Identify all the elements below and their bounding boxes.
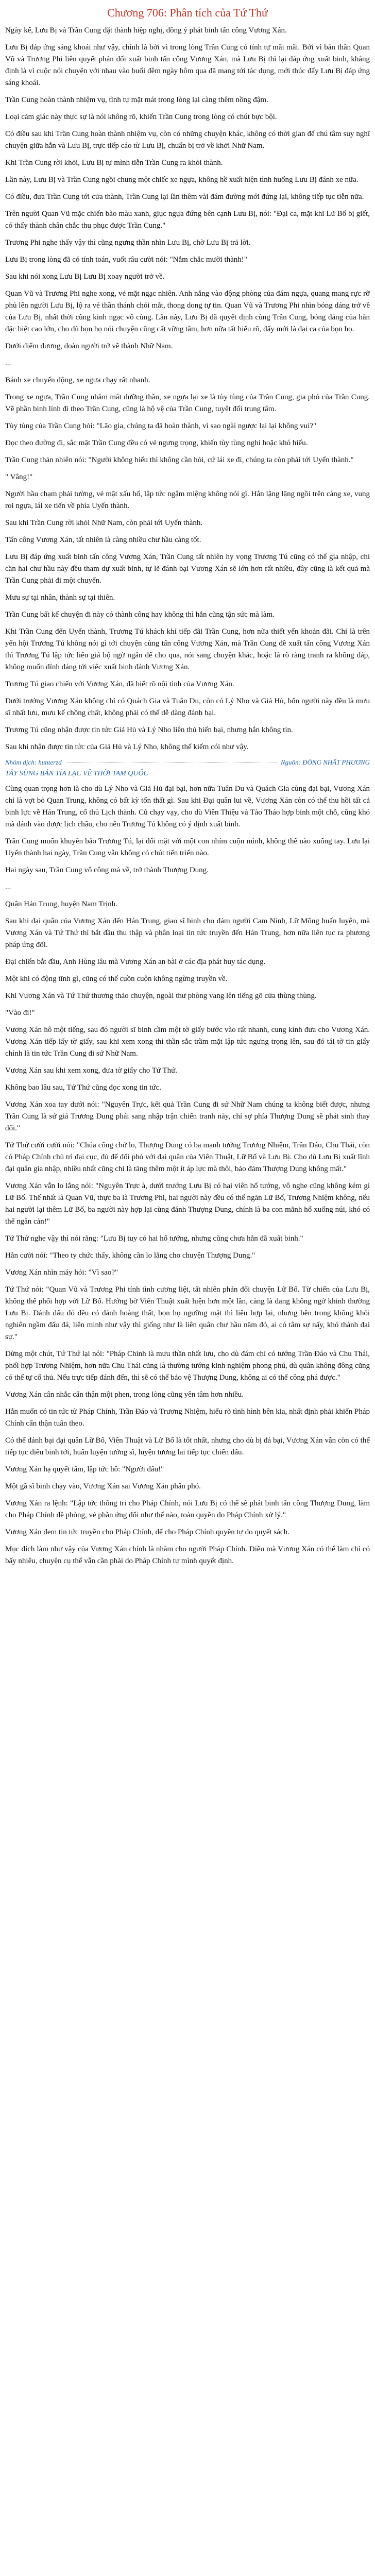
paragraph: Sau khi nói xong Lưu Bị Lưu Bị xoay người trở về. <box>5 273 165 281</box>
paragraph: ... <box>5 359 11 367</box>
paragraph: Một khi có động tĩnh gì, cũng có thể cuồn cuộn không ngừng truyền về. <box>5 975 228 983</box>
paragraph: Dưới điểm đương, đoàn người trở về thành Nhữ Nam. <box>5 342 173 350</box>
paragraph: Vương Xán đem tin tức truyền cho Pháp Chính, để cho Pháp Chính quyền tự do quyết sách. <box>5 1528 289 1536</box>
paragraph: Trần Cung muốn khuyên bảo Trương Tú, lại dối mặt với một con nhím cuộn mình, không thể nào xuống tay. Lưu lại Uyển thành hai ngày, Trần Cung vẫn không có chút tiến triển nào. <box>5 837 370 857</box>
paragraph: Trần Cung bất kể chuyện đi này có thành công hay không thì hắn cũng tận sức mà làm. <box>5 611 275 619</box>
paragraph: Dừng một chút, Tứ Thứ lại nói: "Pháp Chính là mưu thần nhất lưu, cho dù đám chỉ có tướng Trần Đáo và Chu Thái, phối hợp Trương Nhiệm, hơn nữa Chu Thái cũng là thường tướng kinh nghiệm phong phú, dù quân không đông cũng có thể tự cố thủ. Nếu trực tiếp đánh đến, thì sẽ có thể bảo vệ Thượng Dung, không ai có thể công phá được." <box>5 1350 370 1382</box>
paragraph: Lưu Bị trong lòng đã có tính toán, vuốt râu cười nói: "Nắm chắc mười thành!" <box>5 256 247 264</box>
paragraph: Vương Xán vẫn lo lắng nói: "Nguyên Trực à, dưới trướng Lưu Bị có hai viên hổ tướng, vô nghe cũng không kém gì Lữ Bố. Thế nhất là Quan Vũ, thực ba là Trương Phi, hai người này đều có thể ngăn Lữ Bố, Trương Nhiệm không, nếu hai người lại thêm Lữ Bố, ba người này hợp lại cùng đánh Thượng Dung, chính là ba con mãnh hổ xuống núi, khó có thể ngăn cản!" <box>5 1182 370 1226</box>
paragraph: Khi Vương Xán và Tứ Thứ thương thảo chuyện, ngoài thư phòng vang lên tiếng gõ cửa thùng thùng. <box>5 992 317 1000</box>
paragraph: Tứ Thứ nghe vậy thì nói rằng: "Lưu Bị tuy có hai hổ tướng, nhưng cũng chưa hẳn đã xuất binh." <box>5 1234 303 1243</box>
paragraph: Ngày kế, Lưu Bị và Trần Cung đặt thành hiệp nghị, đồng ý phát binh tấn công Vương Xán. <box>5 26 287 35</box>
paragraph: Vương Xán xoa tay dưới nói: "Nguyên Trực, kết quả Trần Cung đi sứ Nhữ Nam chúng ta không biết được, nhưng Trần Cung là sứ giả Trương Dung phái sang nhập trận chiến tranh này, chỉ sợ phía Thượng Dung sẽ phát sinh thay đổi." <box>5 1100 370 1132</box>
paragraph: Trần Cung hoàn thành nhiệm vụ, tình tự mặt mát trong lòng lại càng thêm nồng đậm. <box>5 96 268 104</box>
paragraph: Trần Cung thản nhiên nói: "Người không hiểu thì không cần hỏi, cứ lái xe đi, chúng ta còn phải tới Uyển thành." <box>5 456 354 464</box>
paragraph: Vương Xán cân nhắc cẩn thận một phen, trong lòng cũng yên tâm hơn nhiều. <box>5 1391 244 1399</box>
paragraph: Tấn công Vương Xán, tất nhiên là càng nhiều chư hầu càng tốt. <box>5 536 201 544</box>
chapter-title: Chương 706: Phân tích của Tứ Thứ <box>107 6 268 19</box>
group-label: Nhóm dịch: hunterzd <box>5 758 62 766</box>
paragraph: Trương Phi nghe thấy vậy thì cũng ngưng thần nhìn Lưu Bị, chờ Lưu Bị trả lời. <box>5 239 251 247</box>
paragraph: Mục đích làm như vậy của Vương Xán chính là nhằm cho người Pháp Chính. Điều mà Vương Xán có thể làm chỉ có bấy nhiêu, chuyện cụ thể vẫn cần phải do Pháp Chính tự mình quyết định. <box>5 1545 370 1565</box>
paragraph: Hai ngày sau, Trần Cung vô công mà về, trở thành Thượng Dung. <box>5 866 209 874</box>
paragraph: ... <box>5 883 11 891</box>
paragraph: Tứ Thứ nói: "Quan Vũ và Trương Phi tính tình cương liệt, tất nhiên phản đối chuyện Lữ Bố. Từ chiến của Lưu Bị, không thể phối hợp với Lữ Bố. Hướng bờ Viên Thuật xuất hiện hơn một lần, càng là đang không ngờ khinh thường Lưu Bị. Đánh dấu đó đều có đánh hoàng thất, bọn họ ngưỡng mặt thì liên hợp lại, nhưng bên trong không khỏi nghiên ngầm đấu đá, liên minh như vậy thì giống như là liên quân chư hầu năm đó, ai có tâm sự nấy, khó thành đại sự." <box>5 1285 370 1341</box>
paragraph: Sau khi nhận được tin tức của Giả Hủ và Lý Nho, không thể kiếm cói như vậy. <box>5 743 249 751</box>
paragraph: Vương Xán hô một tiếng, sau đó người sĩ binh cầm một tờ giấy bước vào rất nhanh, cung kính đưa cho Vương Xán. Vương Xán tiếp lấy tờ giấy, sau khi xem xong thì thần sắc trầm mặt lập tức ngưng trọng lên, sau đó tái tờ tin giấy chính là tin tức Trần Cung đi sứ Nhữ Nam. <box>5 1026 370 1058</box>
paragraph: Trên người Quan Vũ mặc chiến bào màu xanh, giục ngựa đứng bên cạnh Lưu Bị, nói: "Đại ca, mặt khi Lữ Bố bị giết, có thấy thành chân chắc thu phục được Trần Cung." <box>5 210 370 230</box>
paragraph: Vương Xán ra lệnh: "Lập tức thông tri cho Pháp Chính, nói Lưu Bị có thể sẽ phát binh tấn công Thượng Dung, làm cho Pháp Chính đề phòng, vẻ phần ứng đối như thế nào, toàn quyền do Pháp Chính xử lý." <box>5 1499 370 1519</box>
paragraph: Không bao lâu sau, Tứ Thứ cũng đọc xong tin tức. <box>5 1083 161 1092</box>
paragraph: Sau khi đại quân của Vương Xán đến Hán Trung, giao sĩ binh cho đám người Cam Ninh, Lữ Mông huấn luyện, mà Vương Xán và Tứ Thứ thì bắt đầu thu thập và phân loại tin tức truyền đến Hán Trung, hơn nữa liên tục ra phương pháp ứng đối. <box>5 917 370 949</box>
paragraph: Người hầu chạm phải tường, vẻ mặt xấu hổ, lập tức ngậm miệng không nói gì. Hắn lặng lặng ngồi trên càng xe, vung roi ngựa, lái xe tiến về phía Uyển thành. <box>5 490 370 510</box>
story-subheading: TÂY SÙNG BẢN TÍA LẠC VỀ THỜI TAM QUỐC <box>5 770 148 777</box>
paragraph: Cùng quan trọng hơn là cho dù Lý Nho và Giả Hủ đại bại, hơn nữa Tuân Du và Quách Gia cùng đại bại, Vương Xán chỉ là vợt bỏ Quan Trung, không có bất kỳ tổn thất gì. Sau khi Đại quân lui về, Vương Xán còn có thể thu hồi tất cả binh lực về Hán Trung, cổ thủ Lịch thành. Cũ chạy vạy, cho dù Viên Thiệu và Tào Tháo hợp binh một chỗ, cũng khó mà đánh vào được lịch châu, cho nên Trương Tú không có ý định xuất binh. <box>5 785 370 828</box>
paragraph: Dưới trướng Vương Xán không chỉ có Quách Gia và Tuân Du, còn có Lý Nho và Giả Hủ, bốn người này đều là mưu sĩ nhất lưu, mưu kế chồng chất, không phải có thể dễ dàng đánh bại. <box>5 697 370 717</box>
paragraph: Hắn cười nói: "Theo ty chức thấy, không cần lo lắng cho chuyện Thượng Dung." <box>5 1251 255 1260</box>
paragraph: Trong xe ngựa, Trần Cung nhắm mắt dưỡng thần, xe ngựa lại xe là tùy tùng của Trần Cung, gia phó của Trần Cung. Về phần binh lính đi theo Trần Cung, cũng là hộ vệ của Trần Cung, tuyệt đối trung tâm. <box>5 393 370 413</box>
paragraph: Có thể đánh bại đại quân Lữ Bố, Viên Thuật và Lữ Bố là tốt nhất, nhưng cho dù bị đả bại, Vương Xán vẫn còn có thể tiếp tục điều binh tới, huấn luyện tướng sĩ, luyện tương lai tiếp tục chiến đấu. <box>5 1436 370 1456</box>
paragraph: Có điều, đưa Trần Cung tới cửa thành, Trần Cung lại lần thêm vài đám đường mới đứng lại, không tiếp tục tiễn nữa. <box>5 193 364 201</box>
paragraph: Một gã sĩ binh chạy vào, Vương Xán sai Vương Xán phân phó. <box>5 1482 201 1490</box>
chapter-body-part-2 <box>5 783 370 1567</box>
paragraph: Vương Xán sau khi xem xong, đưa tờ giấy cho Tứ Thứ. <box>5 1066 178 1075</box>
paragraph: Khi Trần Cung đến Uyển thành, Trương Tú khách khí tiếp đãi Trần Cung, hơn nữa thiết yến khoản đãi. Chỉ là trên yến hội Trương Tú không nói gì tới chuyện cùng tấn công Vương Xán, mà Trần Cung đề xuất tấn công Vương Xán thì Trương Tú lập tức liên giả bộ ngờ ngẫn để cho qua, nói sang chuyện khác, hoặc là rõ ràng tranh ra không đáp, không muốn đính dáng tới việc xuất binh đánh Vương Xán. <box>5 628 370 671</box>
paragraph: Tùy tùng của Trần Cung hỏi: "Lão gia, chúng ta đã hoàn thành, vì sao ngài ngược lại lại không vui?" <box>5 422 317 430</box>
divider <box>66 762 277 763</box>
translator-label: Nguồn: ĐÔNG NHẤT PHƯƠNG <box>280 758 370 766</box>
paragraph: Vương Xán hạ quyết tâm, lập tức hô: "Người đâu!" <box>5 1465 164 1473</box>
paragraph: Đại chiến bắt đầu, Anh Hùng lâu mà Vương Xán an bài ở các địa phát huy tác dụng. <box>5 958 266 966</box>
paragraph: Trương Tú cũng nhận được tin tức Giả Hủ và Lý Nho liên thủ hiến bại, nhưng hắn không tin. <box>5 726 293 734</box>
paragraph: Hắn muốn có tin tức từ Pháp Chính, Trần Đáo và Trương Nhiệm, hiểu rõ tình hình bên kia, nhất định phải khiến Pháp Chính cẩn thận tuân theo. <box>5 1408 370 1428</box>
paragraph: Quận Hán Trung, huyện Nam Trịnh. <box>5 900 117 908</box>
paragraph: "Vào đi!" <box>5 1009 35 1017</box>
paragraph: Có điều sau khi Trần Cung hoàn thành nhiệm vụ, còn có những chuyện khác, không có thời gian để chú tâm suy nghĩ chuyện giữa hắn và Lưu Bị, trực tiếp cáo từ Lưu Bị, chuẩn bị trở về khởi Nhữ Nam. <box>5 130 370 150</box>
paragraph: Đọc theo đường đi, sắc mặt Trần Cung đều có vẻ ngưng trọng, khiến tùy tùng nghi hoặc khó hiểu. <box>5 439 308 447</box>
paragraph: Tứ Thứ cười cười nói: "Chúa công chớ lo, Thượng Dung có ba mạnh tướng Trương Nhiệm, Trần Đáo, Chu Thái, còn có Pháp Chính chủ trì đại cục, đủ để đối phó với đại quân của Viên Thuật, Lữ Bố và Lưu Bị. Cho dù Lưu Bị xuất lĩnh đại quân gia nhập, nhiều nhất cũng chỉ là tăng thêm một ít áp lực mà thôi, bảo đảm Thượng Dung không mất." <box>5 1141 370 1173</box>
paragraph: Lưu Bị đáp ứng xuất binh tấn công Vương Xán, Trần Cung tất nhiên hy vọng Trương Tú cũng có thể gia nhập, chỉ cần hai chư hầu này đều tham dự xuất binh, tự lẽ đánh bại Vương Xán sẽ lớn hơn rất nhiều, đây cũng là kết quả mà Trần Cung phải đi một chuyến. <box>5 553 370 585</box>
paragraph: Lần này, Lưu Bị và Trần Cung ngồi chung một chiếc xe ngựa, không hề xuất hiện tình huống Lưu Bị đánh xe nữa. <box>5 176 359 184</box>
paragraph: Trương Tú giao chiến với Vương Xán, đã biết rõ nội tình của Vương Xán. <box>5 680 234 688</box>
paragraph: Lưu Bị đáp ứng sáng khoái như vậy, chính là bởi vì trong lòng Trần Cung có tính tự mãi mãi. Bởi vì bản thân Quan Vũ và Trương Phi liên quyết phản đối xuất binh tấn công Vương Xán, mà Lưu Bị thì lại đáp ứng xuất binh, khẳng định là vì cuộc nói chuyện với nhau vào buổi đêm ngày hôm qua đã mang tới tác dụng, mới thúc đẩy Lưu Bị đáp ứng sáng khoái. <box>5 43 370 87</box>
paragraph: Sau khi Trần Cung rời khỏi Nhữ Nam, còn phải tới Uyển thành. <box>5 519 203 527</box>
chapter-body-part-1 <box>5 25 370 753</box>
credits-bar <box>5 758 370 767</box>
paragraph: Khi Trần Cung rời khỏi, Lưu Bị tự mình tiễn Trần Cung ra khỏi thành. <box>5 159 223 167</box>
paragraph: Quan Vũ và Trương Phi nghe xong, vẻ mặt ngạc nhiên. Anh nắng vào động phòng của đám ngựa, quang mang rực rỡ phủ lên người Lưu Bị, lộ ra vẻ thần thánh chói mắt, thong dong tự tin. Quan Vũ và Trương Phi nhìn bóng dáng trở về của Lưu Bị, nhất thời cũng kinh ngạc vô cùng. Lần này, Lưu Bị đã quyết định cùng Trần Cung, bóng dáng của hắn đặc biệt cao lớn, cho dù bọn họ nói chuyện cũng cất vững tâm, hơn nữa tất hiểu rõ, đấy mới là đại ca của bọn họ. <box>5 290 370 333</box>
paragraph: Bánh xe chuyển động, xe ngựa chạy rất nhanh. <box>5 376 150 384</box>
paragraph: " Vâng!" <box>5 473 33 481</box>
paragraph: Loại cảm giác này thực sự là nói không rõ, khiến Trần Cung trong lòng có chút bực bội. <box>5 113 277 121</box>
paragraph: Mưu sự tại nhân, thành sự tại thiên. <box>5 594 115 602</box>
paragraph: Vương Xán nhìn máy hỏi: "Vì sao?" <box>5 1268 118 1277</box>
